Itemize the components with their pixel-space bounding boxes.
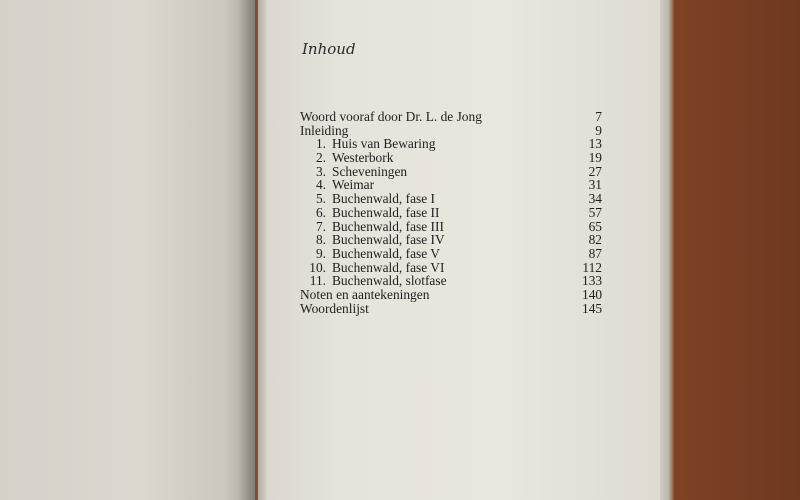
toc-number: 6. bbox=[315, 204, 326, 220]
toc-label: Noten en aantekeningen bbox=[300, 286, 430, 302]
toc-title bbox=[300, 206, 439, 220]
toc-row bbox=[300, 178, 602, 192]
toc-title bbox=[300, 124, 348, 138]
toc-title bbox=[300, 192, 435, 206]
toc-row bbox=[300, 192, 602, 206]
toc-title bbox=[300, 302, 369, 316]
book-gutter bbox=[238, 0, 268, 500]
toc-row bbox=[300, 288, 602, 302]
toc-page: 13 bbox=[588, 136, 602, 152]
toc-row bbox=[300, 233, 602, 247]
toc-title bbox=[300, 165, 407, 179]
toc-row bbox=[300, 165, 602, 179]
toc-number: 9. bbox=[315, 245, 326, 261]
toc-title bbox=[300, 220, 444, 234]
toc-page: 34 bbox=[588, 191, 602, 207]
toc-title bbox=[300, 110, 482, 124]
toc-page: 7 bbox=[595, 109, 602, 124]
toc-row bbox=[300, 124, 602, 138]
toc-label: Buchenwald, fase IV bbox=[332, 232, 445, 248]
toc-title bbox=[300, 137, 435, 151]
toc-label: Buchenwald, fase II bbox=[332, 204, 440, 220]
toc-page: 82 bbox=[588, 232, 602, 248]
table-of-contents bbox=[300, 110, 602, 315]
toc-label: Inleiding bbox=[300, 122, 349, 138]
toc-row bbox=[300, 274, 602, 288]
toc-row bbox=[300, 206, 602, 220]
toc-label: Buchenwald, fase III bbox=[332, 218, 444, 234]
toc-row bbox=[300, 220, 602, 234]
toc-title bbox=[300, 178, 374, 192]
toc-label: Buchenwald, fase I bbox=[332, 191, 435, 207]
toc-number: 8. bbox=[315, 232, 326, 248]
toc-page: 65 bbox=[588, 218, 602, 234]
toc-label: Weimar bbox=[332, 177, 375, 193]
toc-row bbox=[300, 261, 602, 275]
toc-page: 112 bbox=[582, 259, 602, 275]
toc-label: Woord vooraf door Dr. L. de Jong bbox=[300, 109, 482, 124]
page-edge bbox=[660, 0, 674, 500]
toc-page: 9 bbox=[595, 122, 602, 138]
toc-page: 145 bbox=[582, 300, 603, 316]
toc-page: 57 bbox=[588, 204, 602, 220]
toc-number: 5. bbox=[315, 191, 326, 207]
toc-label: Huis van Bewaring bbox=[332, 136, 436, 152]
toc-page: 87 bbox=[588, 245, 602, 261]
toc-title bbox=[300, 151, 393, 165]
toc-title bbox=[300, 288, 429, 302]
toc-number: 3. bbox=[315, 163, 326, 179]
toc-page: 27 bbox=[588, 163, 602, 179]
toc-label: Buchenwald, fase VI bbox=[332, 259, 445, 275]
toc-number: 1. bbox=[315, 136, 326, 152]
toc-page: 140 bbox=[582, 286, 603, 302]
toc-row bbox=[300, 110, 602, 124]
toc-label: Scheveningen bbox=[332, 163, 408, 179]
toc-page: 133 bbox=[582, 273, 603, 289]
toc-number: 11. bbox=[309, 273, 326, 289]
toc-row bbox=[300, 302, 602, 316]
toc-row bbox=[300, 137, 602, 151]
toc-title bbox=[300, 247, 440, 261]
page-heading: Inhoud bbox=[302, 40, 356, 58]
toc-row bbox=[300, 151, 602, 165]
left-page bbox=[0, 0, 255, 500]
toc-label: Buchenwald, slotfase bbox=[332, 273, 447, 289]
toc-number: 7. bbox=[315, 218, 326, 234]
toc-number: 4. bbox=[315, 177, 326, 193]
toc-page: 19 bbox=[588, 150, 602, 166]
toc-number: 10. bbox=[309, 259, 326, 275]
toc-page: 31 bbox=[588, 177, 602, 193]
toc-title bbox=[300, 233, 445, 247]
toc-title bbox=[300, 274, 447, 288]
toc-label: Buchenwald, fase V bbox=[332, 245, 440, 261]
toc-label: Westerbork bbox=[332, 150, 394, 166]
toc-label: Woordenlijst bbox=[300, 300, 369, 316]
toc-title bbox=[300, 261, 444, 275]
toc-number: 2. bbox=[315, 150, 326, 166]
toc-row bbox=[300, 247, 602, 261]
